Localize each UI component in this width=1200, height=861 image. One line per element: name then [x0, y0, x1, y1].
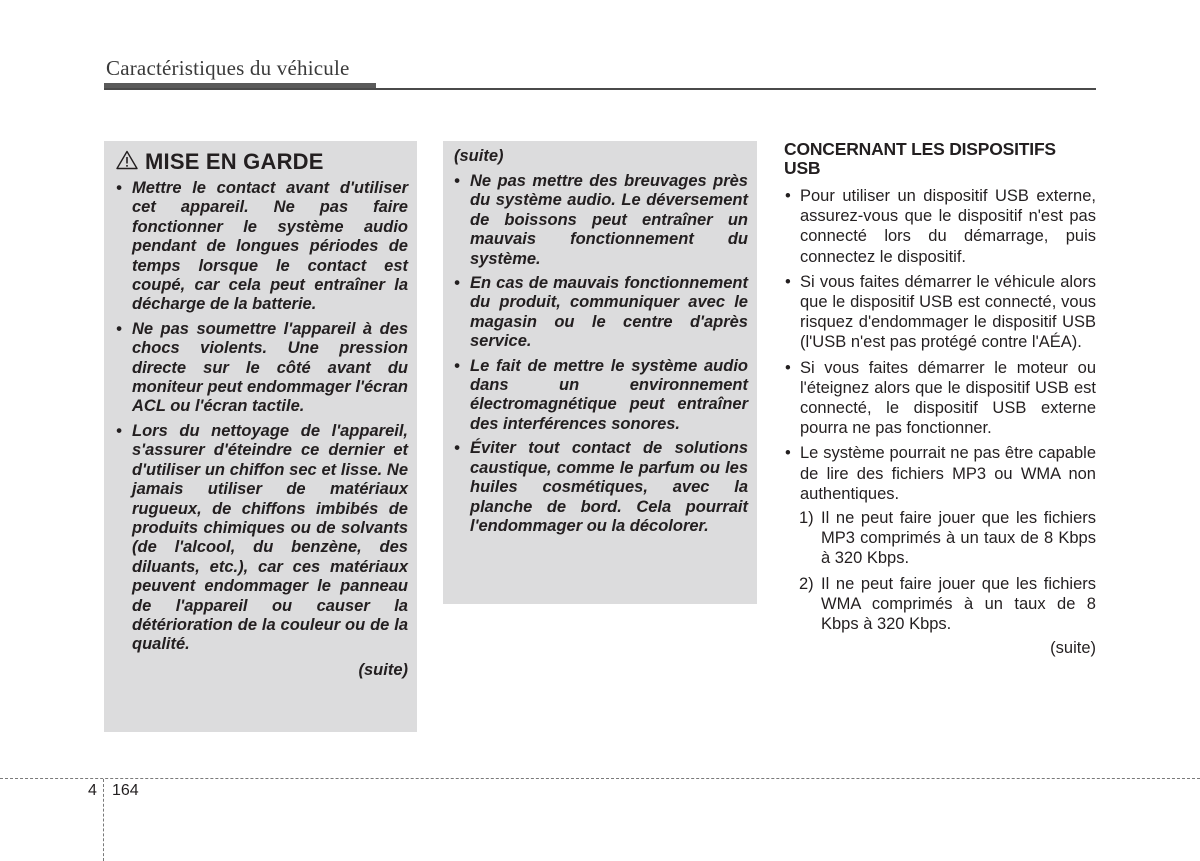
list-item: • Si vous faites démarrer le véhicule alors que le dispositif USB est connecté, vous risquez d'endommager le dispositif USB (l'USB n'est pas protégé contre l'AÉA).: [785, 272, 1096, 352]
warning-item: • En cas de mauvais fonctionnement du produit, communiquer avec le magasin ou le centre d'après service.: [454, 274, 748, 351]
section-title: CONCERNANT LES DISPOSITIFS USB: [784, 139, 1056, 178]
warning-list: [114, 179, 408, 655]
warning-item: • Ne pas mettre des breuvages près du système audio. Le déversement de boissons peut entraîner un mauvais fonctionnement du système.: [454, 172, 748, 268]
warning-item: • Ne pas soumettre l'appareil à des chocs violents. Une pression directe sur le côté avant du moniteur peut endommager l'écran ACL ou l'écran tactile.: [116, 319, 408, 416]
warning-item: • Éviter tout contact de solutions caustique, comme le parfum ou les huiles cosmétiques, avec la planche de bord. Cela pourrait l'endommager ou la décolorer.: [454, 439, 748, 535]
footer-divider: [103, 779, 104, 861]
warning-item: • Lors du nettoyage de l'appareil, s'assurer d'éteindre ce dernier et d'utiliser un chiffon sec et lisse. Ne jamais utiliser de matériaux rugueux, de chiffons imbibés de produits chimiques ou de solvants (de l'alcool, du benzène, des diluants, etc.), car ces matériaux peuvent endommager le panneau de l'appareil ou causer la détérioration de la couleur ou de la qualité.: [116, 421, 408, 654]
usb-section: [784, 140, 1096, 658]
list-item: • Le système pourrait ne pas être capable de lire des fichiers MP3 ou WMA non authentiques.: [785, 444, 1096, 503]
usb-sub-list: [784, 508, 1096, 634]
list-item: • Si vous faites démarrer le moteur ou l'éteignez alors que le dispositif USB est connecté, le dispositif USB externe pourra ne pas fonctionner.: [785, 358, 1096, 438]
warning-header: [116, 149, 408, 175]
warning-title: MISE EN GARDE: [145, 149, 324, 174]
continued-top-label: (suite): [454, 147, 504, 165]
usb-list: [784, 186, 1096, 504]
warning-box: [104, 141, 417, 732]
warning-list-continued: [452, 172, 748, 536]
continued-label: (suite): [1050, 639, 1096, 658]
warning-item: • Le fait de mettre le système audio dans un environnement électromagnétique peut entraîner des interférences sonores.: [454, 356, 748, 433]
warning-item: • Mettre le contact avant d'utiliser cet appareil. Ne pas faire fonctionner le système audio pendant de longues périodes de temps lorsque le contact est coupé, car cela peut entraîner la décharge de la batterie.: [116, 179, 408, 314]
footer-rule: [0, 778, 1200, 779]
numbered-item: 2) Il ne peut faire jouer que les fichiers WMA comprimés à un taux de 8 Kbps à 320 Kbps.: [799, 574, 1096, 634]
numbered-item: 1) Il ne peut faire jouer que les fichiers MP3 comprimés à un taux de 8 Kbps à 320 Kbps.: [799, 509, 1096, 568]
continued-label: (suite): [358, 660, 408, 679]
header-title: Caractéristiques du véhicule: [106, 56, 350, 80]
header-rule: [104, 88, 1096, 90]
list-item: • Pour utiliser un dispositif USB externe, assurez-vous que le dispositif n'est pas connecté lors du démarrage, puis connectez le dispositif.: [785, 187, 1096, 266]
warning-triangle-icon: [116, 150, 138, 175]
warning-box-continued: [443, 141, 757, 604]
page-number: 164: [112, 782, 139, 799]
chapter-number: 4: [88, 782, 97, 799]
